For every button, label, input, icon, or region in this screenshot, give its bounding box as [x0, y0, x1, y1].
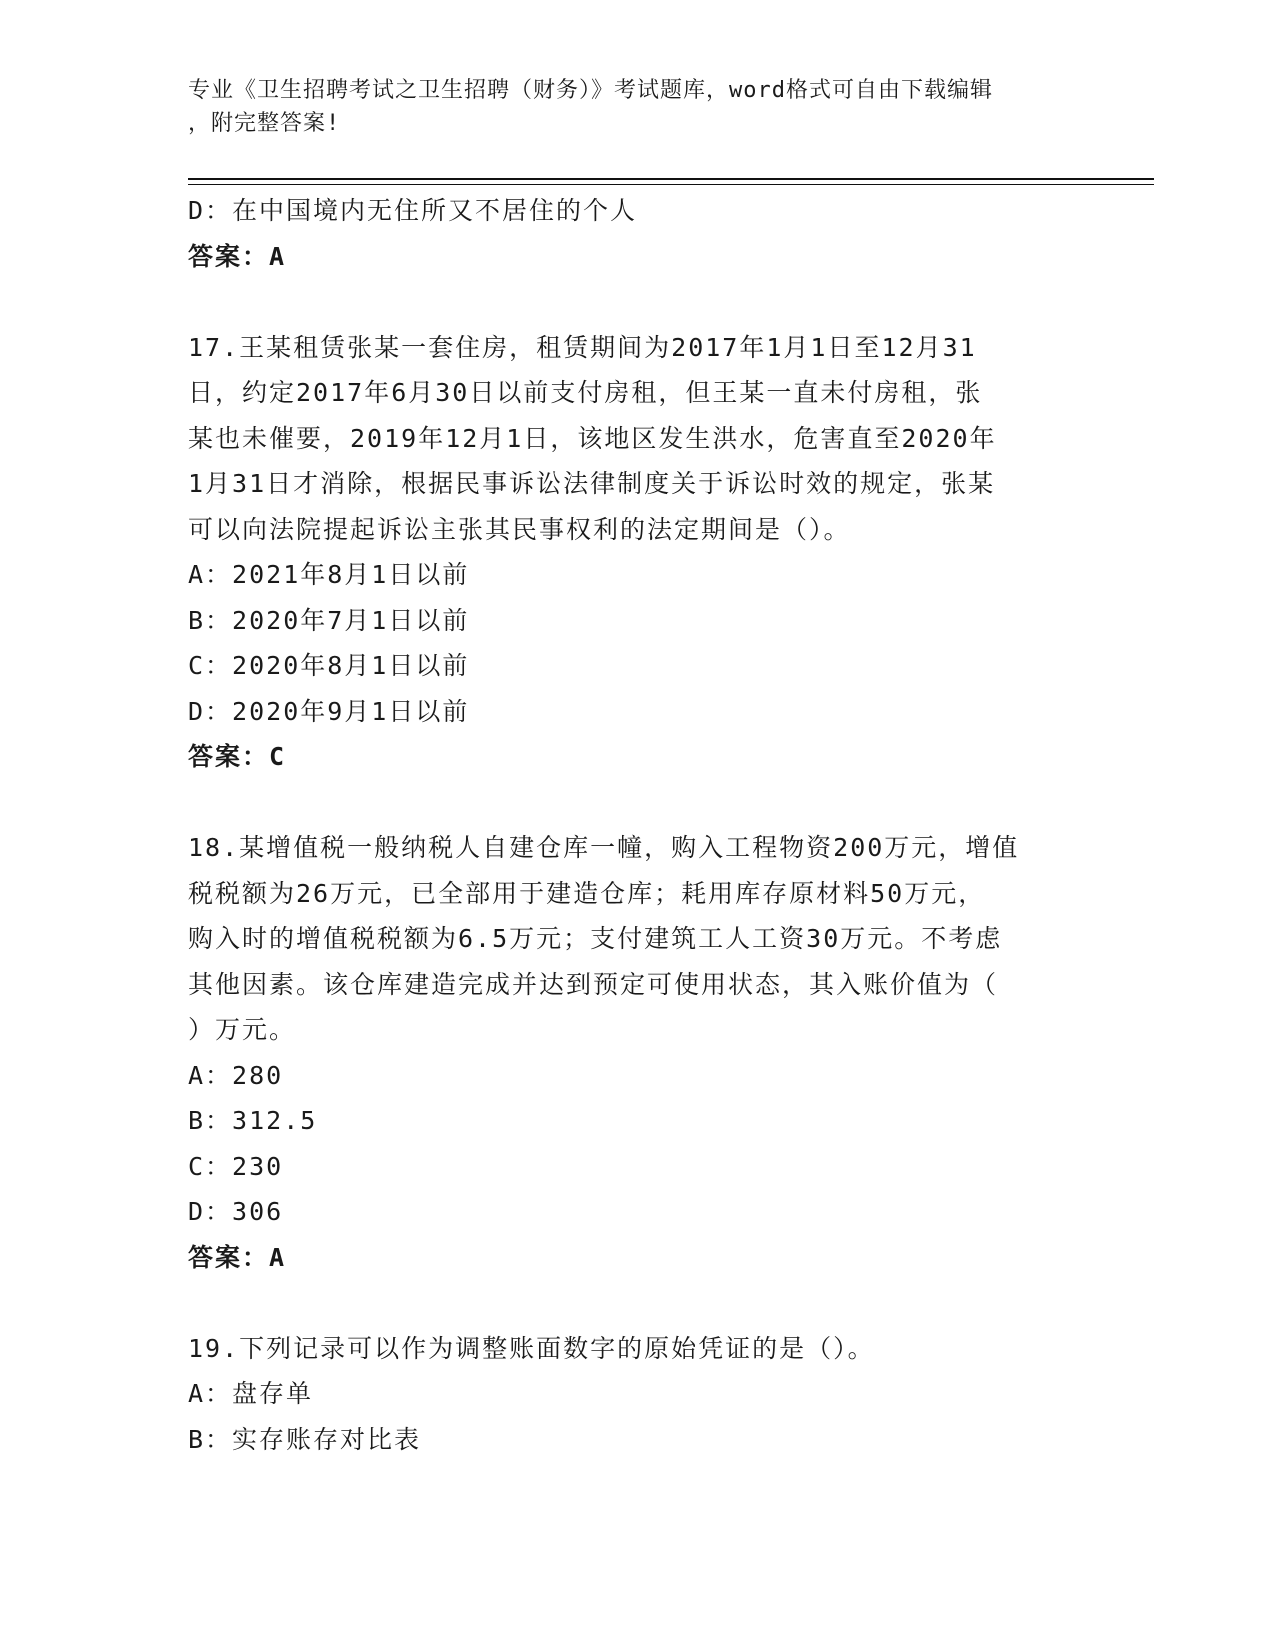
header-divider — [188, 178, 1154, 180]
spacer — [188, 279, 1088, 325]
header-line: ，附完整答案! — [188, 111, 341, 136]
question-stem-line: 购入时的增值税税额为6.5万元；支付建筑工人工资30万元。不考虑 — [188, 924, 1003, 953]
question-19 — [188, 1326, 1088, 1463]
question-16-tail — [188, 188, 1088, 279]
question-stem-line: 19.下列记录可以作为调整账面数字的原始凭证的是（）。 — [188, 1333, 875, 1363]
option-d: D：306 — [188, 1197, 284, 1226]
answer: 答案：A — [188, 1242, 287, 1272]
header-line: 专业《卫生招聘考试之卫生招聘（财务）》考试题库，word格式可自由下载编辑 — [188, 78, 993, 103]
option-d: D：在中国境内无住所又不居住的个人 — [188, 196, 638, 225]
answer: 答案：C — [188, 742, 287, 771]
question-stem-line: 可以向法院提起诉讼主张其民事权利的法定期间是（）。 — [188, 514, 851, 544]
header-divider-thin — [188, 184, 1154, 185]
spacer — [188, 1280, 1088, 1326]
option-c: C：2020年8月1日以前 — [188, 651, 470, 680]
question-stem-line: 其他因素。该仓库建造完成并达到预定可使用状态，其入账价值为（ — [188, 969, 999, 999]
question-stem-line: 18.某增值税一般纳税人自建仓库一幢，购入工程物资200万元，增值 — [188, 833, 1020, 862]
question-17 — [188, 325, 1088, 780]
document-header — [188, 74, 1068, 140]
option-b: B：2020年7月1日以前 — [188, 605, 470, 635]
option-c: C：230 — [188, 1151, 284, 1181]
spacer — [188, 780, 1088, 826]
question-stem-line: 税税额为26万元，已全部用于建造仓库；耗用库存原材料50万元， — [188, 878, 986, 908]
option-d: D：2020年9月1日以前 — [188, 696, 470, 726]
option-b: B：实存账存对比表 — [188, 1424, 422, 1454]
answer: 答案：A — [188, 241, 287, 271]
option-a: A：2021年8月1日以前 — [188, 560, 470, 589]
question-stem-line: 1月31日才消除，根据民事诉讼法律制度关于诉讼时效的规定，张某 — [188, 469, 996, 498]
question-stem-line: 日，约定2017年6月30日以前支付房租，但王某一直未付房租，张 — [188, 378, 983, 407]
question-18 — [188, 825, 1088, 1280]
option-b: B：312.5 — [188, 1106, 318, 1135]
question-stem-line: ）万元。 — [188, 1015, 297, 1044]
question-list — [188, 188, 1088, 1462]
option-a: A：280 — [188, 1060, 284, 1090]
question-stem-line: 某也未催要，2019年12月1日，该地区发生洪水，危害直至2020年 — [188, 423, 997, 453]
question-stem-line: 17.王某租赁张某一套住房，租赁期间为2017年1月1日至12月31 — [188, 332, 977, 362]
option-a: A：盘存单 — [188, 1379, 314, 1408]
